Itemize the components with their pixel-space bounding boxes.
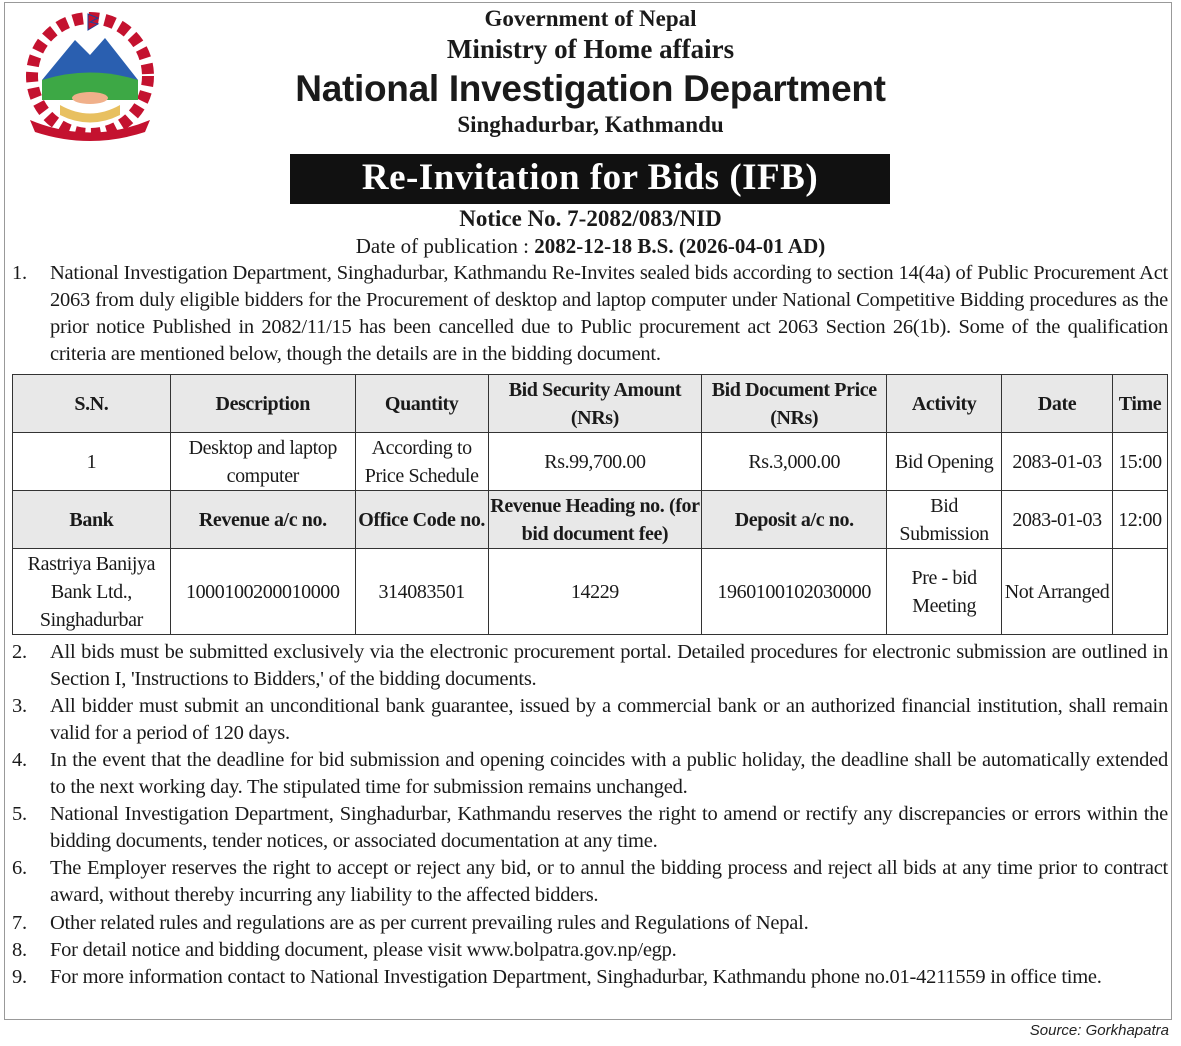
table-header: Revenue Heading no. (for bid document fee) bbox=[488, 491, 702, 549]
item-text: All bids must be submitted exclusively via the electronic procurement portal. Detailed procedures for electronic submission are outlined in Section I, 'Instructions to Bidders,' of the bidding documents. bbox=[50, 641, 1168, 690]
table-cell: Rastriya Banijya Bank Ltd., Singhadurbar bbox=[13, 549, 171, 635]
table-cell: 2083-01-03 bbox=[1002, 491, 1113, 549]
table-cell: Not Arranged bbox=[1002, 549, 1113, 635]
item-text: National Investigation Department, Singhadurbar, Kathmandu Re-Invites sealed bids according to section 14(4a) of Public Procurement Act 2063 from duly eligible bidders for the Procurement of desktop and laptop computer under National Competitive Bidding procedures as the prior notice Published in 2082/11/15 has been cancelled due to Public procurement act 2063 Section 26(1b). Some of the qualification criteria are mentioned below, though the details are in the bidding document. bbox=[50, 262, 1168, 365]
list-item bbox=[12, 639, 1168, 693]
list-item bbox=[12, 937, 1168, 964]
item-number: 4. bbox=[12, 749, 27, 771]
table-header: Time bbox=[1112, 375, 1167, 433]
table-header: Office Code no. bbox=[355, 491, 488, 549]
table-header: Bid Security Amount (NRs) bbox=[488, 375, 702, 433]
department-title: National Investigation Department bbox=[295, 68, 886, 109]
item-text: All bidder must submit an unconditional bank guarantee, issued by a commercial bank or an authorized financial institution, shall remain valid for a period of 120 days. bbox=[50, 695, 1168, 744]
table-header-row bbox=[13, 375, 1168, 433]
list-item bbox=[12, 801, 1168, 855]
bid-table bbox=[12, 374, 1168, 635]
government-title: Government of Nepal bbox=[484, 6, 697, 31]
ministry-title: Ministry of Home affairs bbox=[446, 34, 735, 64]
table-cell: Bid Submission bbox=[887, 491, 1002, 549]
table-cell: 1000100200010000 bbox=[170, 549, 355, 635]
item-text: In the event that the deadline for bid submission and opening coincides with a public holiday, the deadline shall be automatically extended to the next working day. The stipulated time for submission remains unchanged. bbox=[50, 749, 1168, 798]
item-number: 6. bbox=[12, 857, 27, 879]
table-header: Description bbox=[170, 375, 355, 433]
list-item bbox=[12, 855, 1168, 909]
publication-label: Date of publication : bbox=[355, 234, 529, 258]
table-header: Deposit a/c no. bbox=[702, 491, 887, 549]
location-title: Singhadurbar, Kathmandu bbox=[457, 112, 724, 137]
table-cell: 1960100102030000 bbox=[702, 549, 887, 635]
table-cell: 1 bbox=[13, 433, 171, 491]
table-cell bbox=[1112, 549, 1167, 635]
table-cell: According to Price Schedule bbox=[355, 433, 488, 491]
table-header: Revenue a/c no. bbox=[170, 491, 355, 549]
publication-date bbox=[0, 234, 1181, 259]
item-text: Other related rules and regulations are as per current prevailing rules and Regulations of Nepal. bbox=[50, 912, 809, 934]
item-number: 1. bbox=[12, 262, 27, 284]
list-item bbox=[12, 260, 1168, 368]
item-text: National Investigation Department, Singhadurbar, Kathmandu reserves the right to amend or rectify any discrepancies or errors within the bidding documents, tender notices, or associated documentation at any time. bbox=[50, 803, 1168, 852]
table-cell: 314083501 bbox=[355, 549, 488, 635]
list-item bbox=[12, 964, 1168, 991]
table-row bbox=[13, 549, 1168, 635]
table-header-row bbox=[13, 491, 1168, 549]
notice-banner: Re-Invitation for Bids (IFB) bbox=[290, 154, 890, 204]
item-number: 7. bbox=[12, 912, 27, 934]
table-header: Date bbox=[1002, 375, 1113, 433]
table-cell: 14229 bbox=[488, 549, 702, 635]
item-number: 8. bbox=[12, 939, 27, 961]
table-row bbox=[13, 433, 1168, 491]
table-header: S.N. bbox=[13, 375, 171, 433]
publication-value: 2082-12-18 B.S. (2026-04-01 AD) bbox=[534, 234, 826, 258]
item-text: For detail notice and bidding document, please visit www.bolpatra.gov.np/egp. bbox=[50, 939, 677, 961]
table-header: Bank bbox=[13, 491, 171, 549]
list-item bbox=[12, 910, 1168, 937]
table-cell: Bid Opening bbox=[887, 433, 1002, 491]
table-cell: Rs.3,000.00 bbox=[702, 433, 887, 491]
source-credit: Source: Gorkhapatra bbox=[1029, 1022, 1169, 1039]
table-cell: Desktop and laptop computer bbox=[170, 433, 355, 491]
table-header: Quantity bbox=[355, 375, 488, 433]
table-cell: 15:00 bbox=[1112, 433, 1167, 491]
item-number: 5. bbox=[12, 803, 27, 825]
item-number: 9. bbox=[12, 966, 27, 988]
table-header: Bid Document Price (NRs) bbox=[702, 375, 887, 433]
list-item bbox=[12, 747, 1168, 801]
table-header: Activity bbox=[887, 375, 1002, 433]
item-number: 2. bbox=[12, 641, 27, 663]
item-text: For more information contact to National Investigation Department, Singhadurbar, Kathmandu phone no.01-4211559 in office time. bbox=[50, 966, 1102, 988]
list-item bbox=[12, 693, 1168, 747]
table-cell: 2083-01-03 bbox=[1002, 433, 1113, 491]
table-cell: Rs.99,700.00 bbox=[488, 433, 702, 491]
item-text: The Employer reserves the right to accept or reject any bid, or to annul the bidding process and reject all bids at any time prior to contract award, without thereby incurring any liability to the affected bidders. bbox=[50, 857, 1168, 906]
table-cell: Pre - bid Meeting bbox=[887, 549, 1002, 635]
table-cell: 12:00 bbox=[1112, 491, 1167, 549]
notice-number: Notice No. 7-2082/083/NID bbox=[459, 206, 722, 231]
item-number: 3. bbox=[12, 695, 27, 717]
